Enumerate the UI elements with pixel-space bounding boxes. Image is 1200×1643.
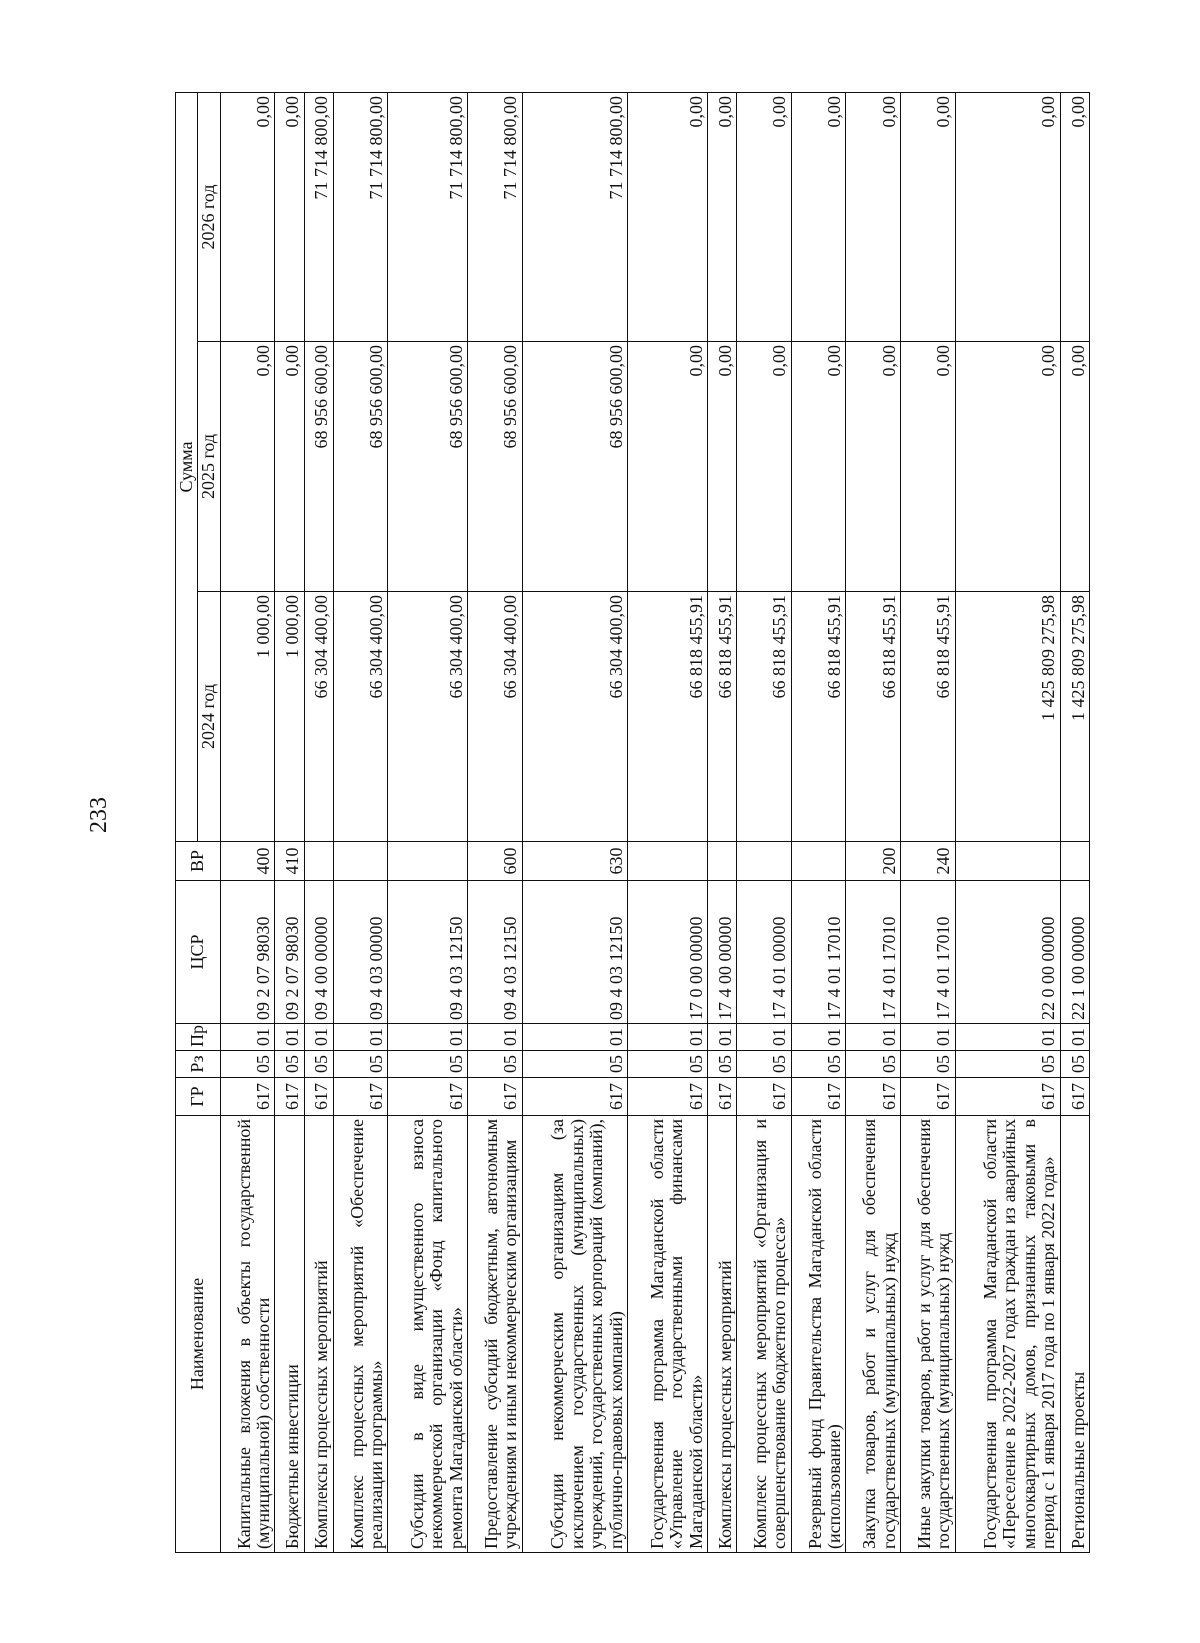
row-vr xyxy=(708,842,737,881)
row-name: Государственная программа Магаданской области «Управление государственными финансами Магаданской области» xyxy=(628,1116,708,1553)
row-name: Комплексы процессных мероприятий xyxy=(708,1116,737,1553)
table-row xyxy=(628,92,708,1552)
header-sum: Сумма xyxy=(176,92,198,841)
row-pr: 01 xyxy=(1060,1024,1089,1051)
header-2025: 2025 год xyxy=(198,342,220,592)
header-pr: Пр xyxy=(176,1024,221,1051)
row-name: Региональные проекты xyxy=(1060,1116,1089,1553)
row-gr: 617 xyxy=(708,1078,737,1116)
row-2024: 66 818 455,91 xyxy=(846,592,901,842)
row-pr: 01 xyxy=(522,1024,627,1051)
header-2024: 2024 год xyxy=(198,592,220,842)
row-2026: 0,00 xyxy=(955,92,1060,341)
row-2025: 68 956 600,00 xyxy=(304,342,333,592)
row-2025: 0,00 xyxy=(900,342,955,592)
table-row xyxy=(304,92,333,1552)
row-name: Иные закупки товаров, работ и услуг для обеспечения государственных (муниципальных) нужд xyxy=(900,1116,955,1553)
page-number: 233 xyxy=(86,797,112,833)
row-pr: 01 xyxy=(955,1024,1060,1051)
row-2024: 1 425 809 275,98 xyxy=(1060,592,1089,842)
row-gr: 617 xyxy=(333,1078,388,1116)
row-2026: 0,00 xyxy=(846,92,901,341)
row-rz: 05 xyxy=(220,1051,275,1078)
row-name: Предоставление субсидий бюджетным, автономным учреждениям и иным некоммерческим организациям xyxy=(468,1116,523,1553)
row-name: Закупка товаров, работ и услуг для обеспечения государственных (муниципальных) нужд xyxy=(846,1116,901,1553)
row-gr: 617 xyxy=(900,1078,955,1116)
row-vr xyxy=(304,842,333,881)
row-2024: 66 818 455,91 xyxy=(708,592,737,842)
table-row xyxy=(333,92,388,1552)
row-2026: 71 714 800,00 xyxy=(522,92,627,341)
row-pr: 01 xyxy=(737,1024,792,1051)
row-rz: 05 xyxy=(388,1051,468,1078)
row-pr: 01 xyxy=(708,1024,737,1051)
row-name: Комплексы процессных мероприятий xyxy=(304,1116,333,1553)
row-gr: 617 xyxy=(388,1078,468,1116)
row-2025: 0,00 xyxy=(791,342,846,592)
row-2026: 0,00 xyxy=(791,92,846,341)
row-2025: 0,00 xyxy=(220,342,275,592)
table-row xyxy=(846,92,901,1552)
row-2024: 66 818 455,91 xyxy=(628,592,708,842)
row-2024: 66 818 455,91 xyxy=(791,592,846,842)
row-pr: 01 xyxy=(304,1024,333,1051)
row-2026: 71 714 800,00 xyxy=(333,92,388,341)
row-rz: 05 xyxy=(628,1051,708,1078)
row-2024: 66 304 400,00 xyxy=(388,592,468,842)
row-2026: 0,00 xyxy=(1060,92,1089,341)
row-pr: 01 xyxy=(388,1024,468,1051)
row-gr: 617 xyxy=(304,1078,333,1116)
row-vr xyxy=(737,842,792,881)
row-2025: 0,00 xyxy=(708,342,737,592)
row-2025: 0,00 xyxy=(1060,342,1089,592)
row-csr: 09 4 00 00000 xyxy=(304,881,333,1024)
row-csr: 09 4 03 00000 xyxy=(333,881,388,1024)
row-rz: 05 xyxy=(304,1051,333,1078)
row-vr: 200 xyxy=(846,842,901,881)
table-row xyxy=(522,92,627,1552)
row-pr: 01 xyxy=(275,1024,304,1051)
row-name: Комплекс процессных мероприятий «Обеспечение реализации программы» xyxy=(333,1116,388,1553)
row-2026: 71 714 800,00 xyxy=(388,92,468,341)
table-row xyxy=(275,92,304,1552)
row-gr: 617 xyxy=(522,1078,627,1116)
row-name: Субсидии в виде имущественного взноса некоммерческой организации «Фонд капитального ремонта Магаданской области» xyxy=(388,1116,468,1553)
table-row xyxy=(468,92,523,1552)
row-name: Бюджетные инвестиции xyxy=(275,1116,304,1553)
row-2024: 1 000,00 xyxy=(220,592,275,842)
row-rz: 05 xyxy=(468,1051,523,1078)
header-vr: ВР xyxy=(176,842,221,881)
row-vr: 600 xyxy=(468,842,523,881)
row-2024: 66 304 400,00 xyxy=(468,592,523,842)
row-rz: 05 xyxy=(522,1051,627,1078)
row-gr: 617 xyxy=(955,1078,1060,1116)
row-csr: 17 4 01 00000 xyxy=(737,881,792,1024)
row-name: Государственная программа Магаданской области «Переселение в 2022-2027 годах граждан из аварийных многоквартирных домов, признанных таковыми в период с 1 января 2017 года по 1 января 2022 года» xyxy=(955,1116,1060,1553)
row-vr: 630 xyxy=(522,842,627,881)
row-name: Субсидии некоммерческим организациям (за исключением государственных (муниципальных) учреждений, государственных корпораций (компаний), публично-правовых компаний) xyxy=(522,1116,627,1553)
row-csr: 09 2 07 98030 xyxy=(220,881,275,1024)
row-pr: 01 xyxy=(333,1024,388,1051)
row-name: Резервный фонд Правительства Магаданской области (использование) xyxy=(791,1116,846,1553)
row-2026: 0,00 xyxy=(220,92,275,341)
table-row xyxy=(1060,92,1089,1552)
row-gr: 617 xyxy=(791,1078,846,1116)
header-row-1 xyxy=(176,92,198,1552)
row-gr: 617 xyxy=(628,1078,708,1116)
row-2024: 66 304 400,00 xyxy=(333,592,388,842)
row-csr: 09 2 07 98030 xyxy=(275,881,304,1024)
row-2025: 0,00 xyxy=(737,342,792,592)
row-2026: 71 714 800,00 xyxy=(468,92,523,341)
row-gr: 617 xyxy=(220,1078,275,1116)
header-name: Наименование xyxy=(176,1116,221,1553)
row-csr: 17 4 01 17010 xyxy=(791,881,846,1024)
row-rz: 05 xyxy=(275,1051,304,1078)
row-csr: 09 4 03 12150 xyxy=(388,881,468,1024)
row-pr: 01 xyxy=(900,1024,955,1051)
row-csr: 17 4 01 17010 xyxy=(900,881,955,1024)
row-vr xyxy=(388,842,468,881)
row-csr: 17 4 00 00000 xyxy=(708,881,737,1024)
row-gr: 617 xyxy=(846,1078,901,1116)
header-rz: Рз xyxy=(176,1051,221,1078)
row-gr: 617 xyxy=(1060,1078,1089,1116)
row-vr xyxy=(955,842,1060,881)
table-row xyxy=(388,92,468,1552)
row-vr: 240 xyxy=(900,842,955,881)
row-csr: 22 0 00 00000 xyxy=(955,881,1060,1024)
row-csr: 17 0 00 00000 xyxy=(628,881,708,1024)
row-pr: 01 xyxy=(468,1024,523,1051)
table-row xyxy=(220,92,275,1552)
row-2025: 0,00 xyxy=(955,342,1060,592)
row-2026: 0,00 xyxy=(628,92,708,341)
row-csr: 22 1 00 00000 xyxy=(1060,881,1089,1024)
row-2025: 68 956 600,00 xyxy=(468,342,523,592)
row-2024: 1 000,00 xyxy=(275,592,304,842)
row-name: Комплекс процессных мероприятий «Организация и совершенствование бюджетного процесса» xyxy=(737,1116,792,1553)
row-pr: 01 xyxy=(628,1024,708,1051)
row-rz: 05 xyxy=(791,1051,846,1078)
header-2026: 2026 год xyxy=(198,92,220,341)
row-2024: 66 818 455,91 xyxy=(900,592,955,842)
row-rz: 05 xyxy=(708,1051,737,1078)
row-2024: 66 818 455,91 xyxy=(737,592,792,842)
row-2025: 0,00 xyxy=(846,342,901,592)
row-2025: 0,00 xyxy=(275,342,304,592)
rotated-table-container xyxy=(175,93,1090,1553)
row-2025: 68 956 600,00 xyxy=(388,342,468,592)
row-pr: 01 xyxy=(220,1024,275,1051)
table-row xyxy=(955,92,1060,1552)
row-csr: 09 4 03 12150 xyxy=(522,881,627,1024)
table-row xyxy=(791,92,846,1552)
row-vr xyxy=(1060,842,1089,881)
row-gr: 617 xyxy=(275,1078,304,1116)
row-rz: 05 xyxy=(846,1051,901,1078)
row-2026: 0,00 xyxy=(737,92,792,341)
budget-table xyxy=(175,92,1090,1553)
row-vr xyxy=(333,842,388,881)
row-pr: 01 xyxy=(791,1024,846,1051)
row-2024: 1 425 809 275,98 xyxy=(955,592,1060,842)
row-rz: 05 xyxy=(737,1051,792,1078)
row-2026: 0,00 xyxy=(275,92,304,341)
row-vr: 400 xyxy=(220,842,275,881)
header-csr: ЦСР xyxy=(176,881,221,1024)
row-2026: 0,00 xyxy=(708,92,737,341)
table-row xyxy=(737,92,792,1552)
row-rz: 05 xyxy=(333,1051,388,1078)
row-csr: 17 4 01 17010 xyxy=(846,881,901,1024)
row-2024: 66 304 400,00 xyxy=(304,592,333,842)
row-vr xyxy=(791,842,846,881)
row-2025: 68 956 600,00 xyxy=(522,342,627,592)
row-2026: 71 714 800,00 xyxy=(304,92,333,341)
header-gr: ГР xyxy=(176,1078,221,1116)
row-rz: 05 xyxy=(1060,1051,1089,1078)
row-vr xyxy=(628,842,708,881)
row-2025: 0,00 xyxy=(628,342,708,592)
row-2026: 0,00 xyxy=(900,92,955,341)
row-rz: 05 xyxy=(955,1051,1060,1078)
row-vr: 410 xyxy=(275,842,304,881)
row-rz: 05 xyxy=(900,1051,955,1078)
row-pr: 01 xyxy=(846,1024,901,1051)
row-gr: 617 xyxy=(468,1078,523,1116)
row-csr: 09 4 03 12150 xyxy=(468,881,523,1024)
row-2025: 68 956 600,00 xyxy=(333,342,388,592)
row-gr: 617 xyxy=(737,1078,792,1116)
row-name: Капитальные вложения в объекты государственной (муниципальной) собственности xyxy=(220,1116,275,1553)
table-row xyxy=(708,92,737,1552)
table-row xyxy=(900,92,955,1552)
row-2024: 66 304 400,00 xyxy=(522,592,627,842)
